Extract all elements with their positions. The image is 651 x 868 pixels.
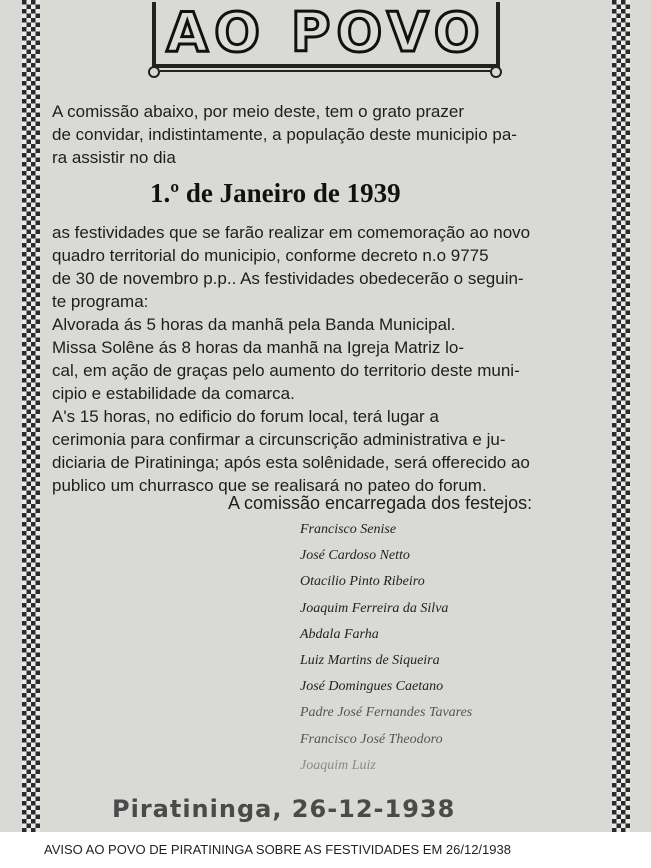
place-date-stamp: Piratininga, 26-12-1938 [112,795,456,823]
body-line-5: Alvorada ás 5 horas da manhã pela Banda Municipal. [52,315,456,334]
member-name: Francisco José Theodoro [300,731,443,747]
body-line-1: as festividades que se farão realizar em comemoração ao novo [52,223,531,242]
body-line-2: quadro territorial do municipio, conforme decreto n.o 9775 [52,246,489,265]
member-name: Otacilio Pinto Ribeiro [300,574,425,590]
checkered-border-left [22,0,40,832]
intro-line-3: ra assistir no dia [52,148,176,167]
event-date: 1.º de Janeiro de 1939 [150,178,401,208]
body-line-11: diciaria de Piratininga; após esta solênidade, será offerecido ao [52,453,530,472]
committee-members-list [300,522,472,784]
body-line-7: cal, em ação de graças pelo aumento do territorio deste muni- [52,361,520,380]
body-line-12: publico um churrasco que se realisará no pateo do forum. [52,476,487,495]
member-name: Joaquim Ferreira da Silva [300,600,449,616]
intro-line-2: de convidar, indistintamente, a população deste municipio pa- [52,125,517,144]
body-line-9: A's 15 horas, no edificio do forum local, terá lugar a [52,407,439,426]
title-ornament [160,70,490,80]
body-line-8: cipio e estabilidade da comarca. [52,384,295,403]
body-line-10: cerimonia para confirmar a circunscrição administrativa e ju- [52,430,506,449]
member-name: Luiz Martins de Siqueira [300,652,440,668]
member-name: Joaquim Luiz [300,757,376,773]
body-line-6: Missa Solêne ás 8 horas da manhã na Igreja Matriz lo- [52,338,464,357]
member-name: Abdala Farha [300,626,379,642]
image-caption: AVISO AO POVO DE PIRATININGA SOBRE AS FESTIVIDADES EM 26/12/1938 [44,842,511,857]
member-name: José Domingues Caetano [300,679,444,695]
member-name: José Cardoso Netto [300,548,410,564]
body-line-4: te programa: [52,292,149,311]
member-name: Francisco Senise [300,522,397,537]
member-name: Padre José Fernandes Tavares [300,705,473,721]
intro-line-1: A comissão abaixo, por meio deste, tem o grato prazer [52,102,464,121]
checkered-border-right [612,0,630,832]
committee-heading: A comissão encarregada dos festejos: [228,493,533,513]
body-line-3: de 30 de novembro p.p.. As festividades obedecerão o seguin- [52,269,524,288]
poster-title: AO POVO [152,2,500,68]
